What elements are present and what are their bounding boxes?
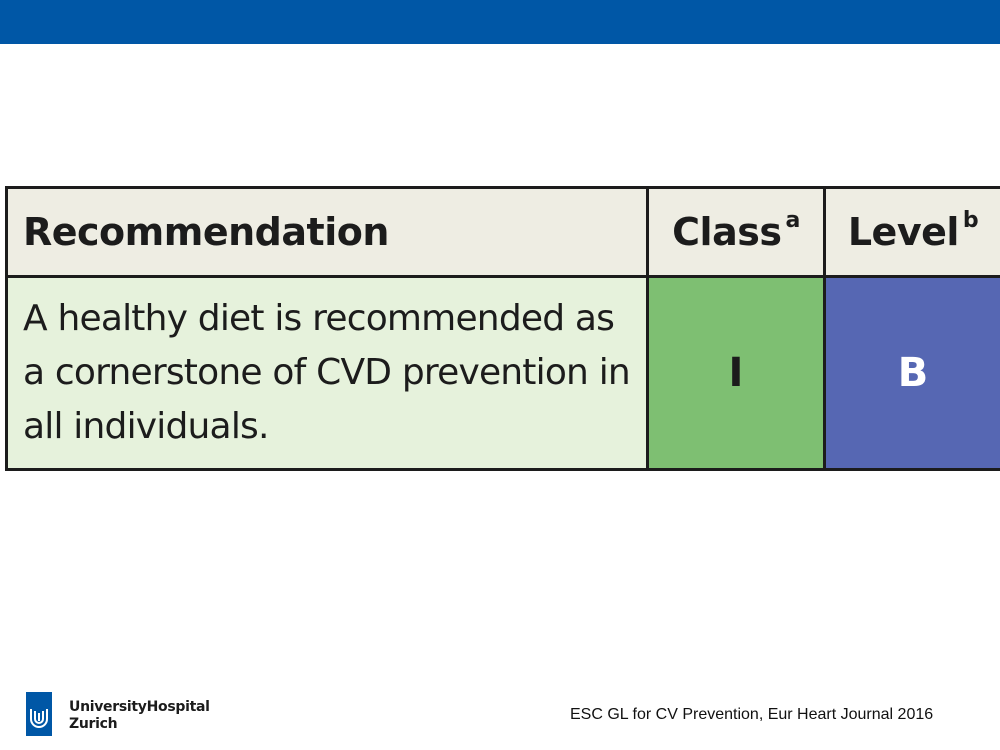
- table-header-row: [7, 188, 1000, 277]
- recommendation-column-header: [7, 188, 648, 277]
- level-header-label: Level: [847, 210, 959, 254]
- class-footnote-marker: a: [785, 208, 800, 234]
- source-citation: ESC GL for CV Prevention, Eur Heart Journal 2016: [570, 706, 934, 723]
- class-header-label: Class: [672, 210, 782, 254]
- level-footnote-marker: b: [962, 208, 979, 234]
- class-column-header: [648, 188, 825, 277]
- level-column-header: [825, 188, 1000, 277]
- organization-name: [69, 699, 210, 733]
- recommendation-text: A healthy diet is recommended as a cornerstone of CVD prevention in all individuals.: [7, 277, 648, 470]
- recommendation-table: [5, 186, 1000, 471]
- table-row: [7, 277, 1000, 470]
- recommendation-header-label: Recommendation: [23, 210, 389, 254]
- top-header-bar: [0, 0, 1000, 44]
- level-value: B: [825, 277, 1000, 470]
- university-hospital-zurich-logo-icon: [26, 692, 52, 736]
- class-value: I: [648, 277, 825, 470]
- org-name-line2: Zurich: [69, 716, 118, 732]
- org-name-line1: UniversityHospital: [69, 699, 210, 715]
